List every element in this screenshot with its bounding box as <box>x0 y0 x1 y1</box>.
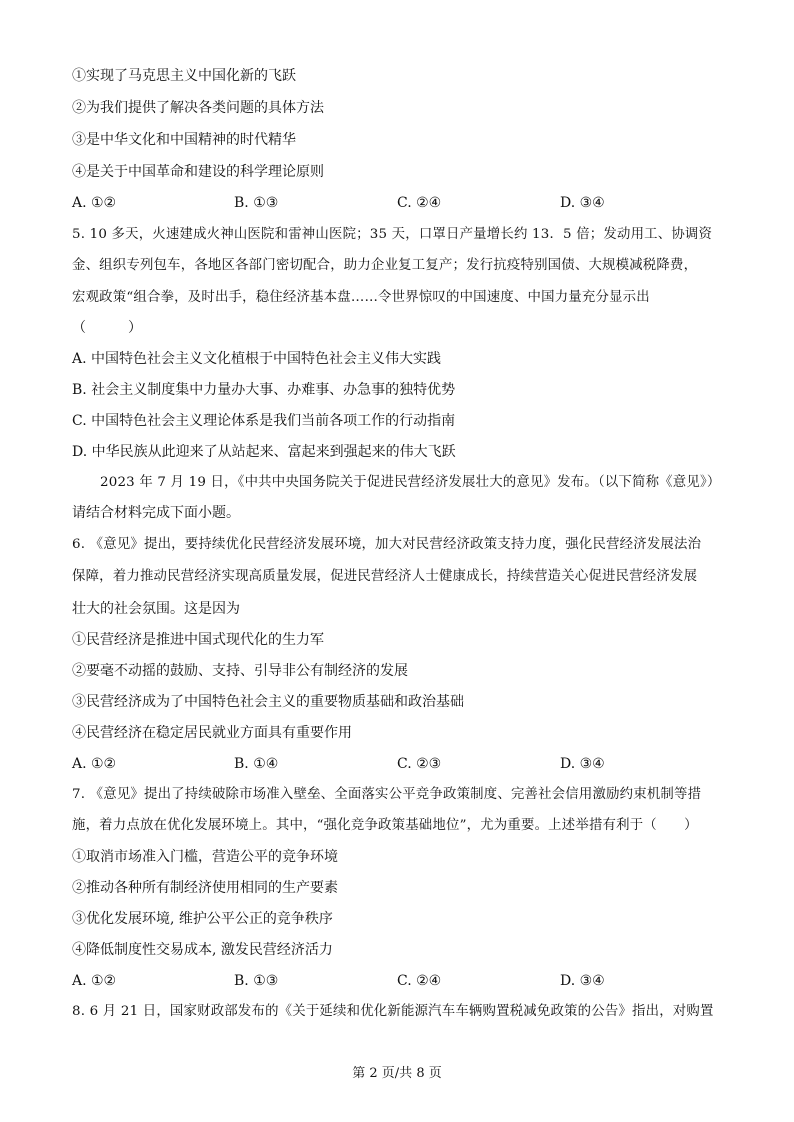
statement-2: ②为我们提供了解决各类问题的具体方法 <box>72 100 324 116</box>
statement-3: ③民营经济成为了中国特色社会主义的重要物质基础和政治基础 <box>72 694 464 710</box>
answer-options-q7 <box>72 973 692 991</box>
question-5-text: 5. 10 多天，火速建成火神山医院和雷神山医院；35 天，口罩日产量增长约 13．5 倍；发动用工、协调资 <box>72 227 713 242</box>
option-a: A. ①② <box>72 195 117 211</box>
option-d: D. ③④ <box>560 756 605 772</box>
statement-1: ①实现了马克思主义中国化新的飞跃 <box>72 68 296 84</box>
option-c: C. ②④ <box>397 973 442 989</box>
statement-1: ①取消市场准入门槛，营造公平的竞争环境 <box>72 849 338 865</box>
question-5-text: 宏观政策“组合拳，及时出手，稳住经济基本盘……令世界惊叹的中国速度、中国力量充分显示出 <box>72 290 650 305</box>
question-7-text: 7. 《意见》提出了持续破除市场准入壁垒、全面落实公平竞争政策制度、完善社会信用激励约束机制等措 <box>72 787 702 802</box>
statement-2: ②要毫不动摇的鼓励、支持、引导非公有制经济的发展 <box>72 663 408 679</box>
option-b: B. ①④ <box>234 756 279 772</box>
question-7-text: 施，着力点放在优化发展环境上。其中，“强化竞争政策基础地位”，尤为重要。上述举措有利于（ ） <box>72 818 698 833</box>
answer-options-q6 <box>72 756 692 774</box>
page-number: 第 2 页/共 8 页 <box>352 1066 442 1081</box>
option-d: D. ③④ <box>560 973 605 989</box>
statement-3: ③优化发展环境, 维护公平公正的竞争秩序 <box>72 911 333 927</box>
question-5-text: 金、组织专列包车，各地区各部门密切配合，助力企业复工复产；发行抗疫特别国债、大规模减税降费， <box>72 258 698 273</box>
question-6-text: 6. 《意见》提出，要持续优化民营经济发展环境，加大对民营经济政策支持力度，强化民营经济发展法治 <box>72 537 702 552</box>
option-d: D. ③④ <box>560 195 605 211</box>
statement-1: ①民营经济是推进中国式现代化的生力军 <box>72 632 324 648</box>
statement-4: ④民营经济在稳定居民就业方面具有重要作用 <box>72 725 352 741</box>
option-a: A. 中国特色社会主义文化植根于中国特色社会主义伟大实践 <box>72 351 442 367</box>
option-d: D. 中华民族从此迎来了从站起来、富起来到强起来的伟大飞跃 <box>72 444 456 460</box>
answer-blank: （ ） <box>72 320 142 336</box>
material-intro: 2023 年 7 月 19 日，《中共中央国务院关于促进民营经济发展壮大的意见》发布。（以下简称《意见》） <box>100 475 721 490</box>
option-a: A. ①② <box>72 756 117 772</box>
question-6-text: 保障，着力推动民营经济实现高质量发展，促进民营经济人士健康成长，持续营造关心促进民营经济发展 <box>72 569 698 584</box>
option-c: C. ②③ <box>397 756 442 772</box>
answer-options-q4 <box>72 195 692 213</box>
statement-4: ④降低制度性交易成本, 激发民营经济活力 <box>72 942 333 958</box>
statement-4: ④是关于中国革命和建设的科学理论原则 <box>72 164 324 180</box>
question-8-text: 8. 6 月 21 日，国家财政部发布的《关于延续和优化新能源汽车车辆购置税减免政策的公告》指出，对购置 <box>72 1004 714 1019</box>
option-c: C. 中国特色社会主义理论体系是我们当前各项工作的行动指南 <box>72 413 456 429</box>
option-a: A. ①② <box>72 973 117 989</box>
option-c: C. ②④ <box>397 195 442 211</box>
option-b: B. ①③ <box>234 973 279 989</box>
option-b: B. 社会主义制度集中力量办大事、办难事、办急事的独特优势 <box>72 382 456 398</box>
statement-3: ③是中华文化和中国精神的时代精华 <box>72 132 296 148</box>
statement-2: ②推动各种所有制经济使用相同的生产要素 <box>72 880 338 896</box>
question-6-text: 壮大的社会氛围。这是因为 <box>72 601 240 617</box>
material-instruction: 请结合材料完成下面小题。 <box>72 505 240 521</box>
option-b: B. ①③ <box>234 195 279 211</box>
